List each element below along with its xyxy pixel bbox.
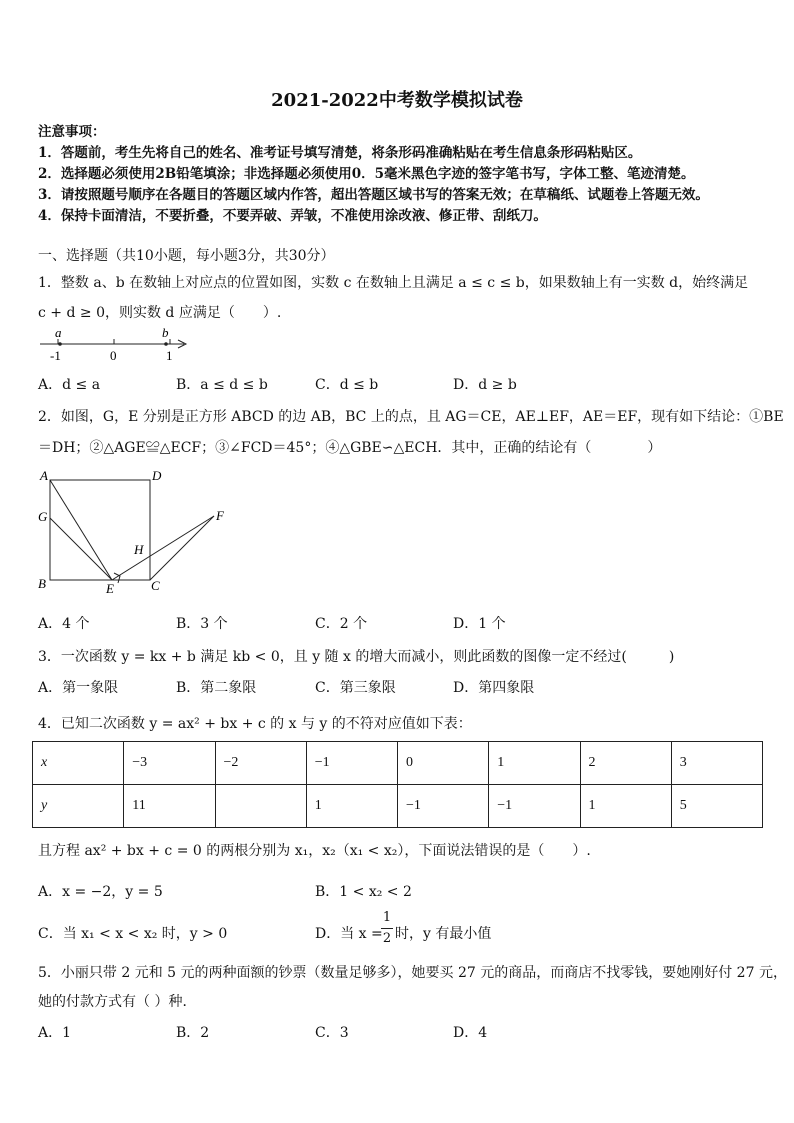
label-C: C	[151, 578, 160, 593]
point-b	[164, 342, 168, 346]
fraction-denominator: 2	[382, 931, 392, 946]
fraction-numerator: 1	[382, 910, 392, 925]
page-title: 2021-2022中考数学模拟试卷	[271, 90, 523, 111]
label-b: b	[162, 326, 169, 340]
q2-option-c: C．2 个	[315, 616, 368, 632]
notice-item-3: 3．请按照题号顺序在各题目的答题区域内作答，超出答题区域书写的答案无效；在草稿纸、试题卷上答题无效。	[38, 187, 709, 203]
label-H: H	[134, 542, 144, 557]
table-cell: 3	[671, 742, 762, 785]
q2-square-figure	[30, 466, 240, 596]
q5-option-b: B．2	[176, 1025, 210, 1041]
tick-label-zero: 0	[110, 348, 117, 363]
q2-option-a: A．4 个	[38, 616, 90, 632]
q3-option-a: A．第一象限	[38, 680, 119, 696]
q1-option-a: A．d ≤ a	[38, 377, 101, 393]
table-cell: −2	[215, 742, 306, 785]
table-cell	[215, 785, 306, 828]
notice-item-4: 4．保持卡面清洁，不要折叠，不要弄破、弄皱，不准使用涂改液、修正带、刮纸刀。	[38, 208, 547, 224]
tick-label-minus-one: -1	[50, 348, 61, 363]
table-cell: 2	[580, 742, 671, 785]
q1-option-d: D．d ≥ b	[453, 377, 517, 393]
q5-option-c: C．3	[315, 1025, 349, 1041]
q4-option-c: C．当 x₁ < x < x₂ 时，y > 0	[38, 926, 228, 942]
table-row-x	[33, 742, 763, 785]
q4-stem: 4．已知二次函数 y = ax² + bx + c 的 x 与 y 的不符对应值如下表：	[38, 716, 472, 732]
q4-option-a: A．x = −2，y = 5	[38, 884, 163, 900]
notice-item-1: 1．答题前，考生先将自己的姓名、准考证号填写清楚，将条形码准确粘贴在考生信息条形码粘贴区。	[38, 145, 642, 161]
segment-ae	[50, 480, 112, 580]
notice-item-2: 2．选择题必须使用2B铅笔填涂；非选择题必须使用0．5毫米黑色字迹的签字笔书写，字体工整、笔迹清楚。	[38, 166, 695, 182]
q4-option-d-suffix: 时，y 有最小值	[395, 926, 492, 942]
table-cell: y	[33, 785, 124, 828]
q1-stem-line1: 1．整数 a、b 在数轴上对应点的位置如图，实数 c 在数轴上且满足 a ≤ c ≤ b，如果数轴上有一实数 d，始终满足	[38, 275, 749, 291]
table-cell: 1	[489, 742, 580, 785]
q2-option-d: D．1 个	[453, 616, 506, 632]
notice-heading: 注意事项：	[38, 124, 106, 140]
label-G: G	[38, 509, 48, 524]
table-cell: −1	[398, 785, 489, 828]
segment-ge	[50, 518, 112, 580]
q1-option-c: C．d ≤ b	[315, 377, 379, 393]
label-D: D	[152, 468, 162, 483]
label-E: E	[106, 581, 114, 596]
q4-value-table	[32, 741, 763, 828]
q1-stem-line2: c + d ≥ 0，则实数 d 应满足（ ）.	[38, 305, 282, 321]
fraction-bar	[381, 928, 393, 929]
label-A: A	[40, 468, 48, 483]
table-cell: 0	[398, 742, 489, 785]
q3-option-c: C．第三象限	[315, 680, 396, 696]
q3-option-b: B．第二象限	[176, 680, 257, 696]
q5-stem-line2: 她的付款方式有（ ）种．	[38, 994, 197, 1010]
label-F: F	[216, 508, 224, 523]
table-row-y	[33, 785, 763, 828]
table-cell: x	[33, 742, 124, 785]
section-heading: 一、选择题（共10小题，每小题3分，共30分）	[38, 248, 335, 264]
q5-option-a: A．1	[38, 1025, 72, 1041]
point-a	[58, 342, 62, 346]
table-cell: 1	[306, 785, 397, 828]
segment-cf	[150, 516, 214, 580]
q4-option-b: B．1 < x₂ < 2	[315, 884, 412, 900]
tick-label-one: 1	[166, 348, 173, 363]
q1-number-line	[36, 326, 196, 366]
label-B: B	[38, 576, 46, 591]
q4-option-d-prefix: D．当 x =	[315, 926, 383, 942]
table-cell: 1	[580, 785, 671, 828]
table-cell: 5	[671, 785, 762, 828]
q2-stem-line2: ＝DH；②△AGE≌△ECF；③∠FCD＝45°；④△GBE∽△ECH．其中，正确的结论有（ ）	[38, 440, 662, 456]
table-cell: −3	[124, 742, 215, 785]
table-cell: −1	[306, 742, 397, 785]
q2-stem-line1: 2．如图，G，E 分别是正方形 ABCD 的边 AB，BC 上的点，且 AG＝CE，AE⊥EF，AE＝EF，现有如下结论：①BE	[38, 409, 784, 425]
q4-condition: 且方程 ax² + bx + c = 0 的两根分别为 x₁，x₂（x₁ < x₂），下面说法错误的是（ ）.	[38, 843, 591, 859]
table-cell: −1	[489, 785, 580, 828]
q5-option-d: D．4	[453, 1025, 488, 1041]
q3-stem: 3．一次函数 y = kx + b 满足 kb < 0，且 y 随 x 的增大而减小，则此函数的图像一定不经过( )	[38, 649, 675, 665]
table-cell: 11	[124, 785, 215, 828]
q2-option-b: B．3 个	[176, 616, 228, 632]
segment-ef	[112, 516, 214, 580]
q3-option-d: D．第四象限	[453, 680, 535, 696]
q1-option-b: B．a ≤ d ≤ b	[176, 377, 268, 393]
label-a: a	[55, 326, 62, 340]
q5-stem-line1: 5．小丽只带 2 元和 5 元的两种面额的钞票（数量足够多），她要买 27 元的商品，而商店不找零钱，要她刚好付 27 元，	[38, 965, 787, 981]
